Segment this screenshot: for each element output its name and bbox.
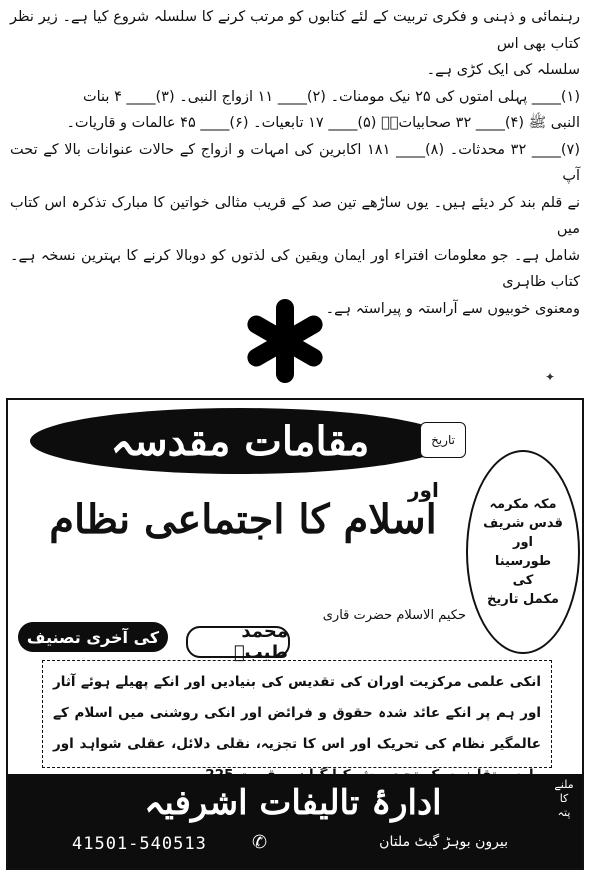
badge-line: طورسینا bbox=[494, 554, 552, 569]
phone-icon: ✆ bbox=[252, 832, 268, 853]
available-at-label: ملنے کا پتہ bbox=[554, 778, 574, 819]
review-line: ومعنوی خوبیوں سے آراستہ و پیراستہ ہے۔ bbox=[325, 300, 580, 317]
review-line: (۷)____ ۳۲ محدثات۔ (۸)____ ۱۸۱ اکابرین کی امہات و ازواج کے حالات عنوانات بالا کے تحت آپ bbox=[10, 141, 580, 184]
badge-line: اور bbox=[512, 535, 534, 550]
small-star-mark-icon: ✦ bbox=[545, 370, 556, 384]
last-work-label: کی آخری تصنیف bbox=[18, 622, 168, 652]
review-line: شامل ہے۔ جو معلومات افتراء اور ایمان ویقین کی لذتوں کو دوبالا کرنے کا بہترین نسخہ ہے۔ کتاب ظاہری bbox=[10, 247, 580, 290]
review-line: النبی ﷺ (۴)____ ۳۲ صحابیاتؓ۔ (۵)____ ۱۷ تابعیات۔ (۶)____ ۴۵ عالمات و قاریات۔ bbox=[66, 115, 580, 131]
history-tag: تاریخ bbox=[420, 422, 466, 458]
author-prefix: حکیم الاسلام حضرت قاری bbox=[322, 608, 466, 623]
badge-line: مکمل تاریخ bbox=[487, 592, 559, 607]
description-text: انکی علمی مرکزیت اوران کی تقدیس کی بنیادیں اور انکے پھیلے ہوئے آثار اور ہم پر انکے عائد شدہ حقوق و فرائض اور انکی روشنی میں اسلام کے عالمگیر نظام کی تحریک اور اس کا تجزیہ، نقلی دلائل، عقلی شواہد اور bbox=[53, 674, 541, 752]
badge-line: کی bbox=[512, 573, 534, 588]
history-badge bbox=[466, 450, 580, 654]
conjunction-text: اور bbox=[408, 478, 439, 502]
review-line: رہنمائی و ذہنی و فکری تربیت کے لئے کتابوں کو مرتب کرنے کا سلسلہ شروع کیا ہے۔ زیر نظر کتاب بھی اس bbox=[10, 9, 580, 52]
publisher-footer bbox=[8, 774, 582, 868]
phone-number: 41501-540513 bbox=[72, 834, 207, 854]
review-line: سلسلہ کی ایک کڑی ہے۔ bbox=[426, 62, 580, 78]
author-name: محمد طیبؒ bbox=[186, 626, 290, 658]
book-description bbox=[42, 660, 552, 768]
ad-subtitle: اسلام کا اجتماعی نظام bbox=[49, 496, 437, 543]
ad-title: مقامات مقدسہ bbox=[30, 408, 450, 474]
badge-line: قدس شریف bbox=[483, 516, 563, 531]
publisher-address: بیرون بوہڑ گیٹ ملتان bbox=[379, 834, 508, 850]
review-line: (۱)____ پہلی امتوں کی ۲۵ نیک مومنات۔ (۲)____ ۱۱ ازواج النبی۔ (۳)____ ۴ بنات bbox=[82, 88, 580, 105]
asterisk-separator-icon bbox=[240, 296, 330, 386]
badge-line: مکہ مکرمہ bbox=[489, 497, 557, 512]
book-advertisement bbox=[6, 398, 584, 870]
book-review bbox=[10, 4, 580, 322]
review-line: نے قلم بند کر دیئے ہیں۔ یوں ساڑھے تین صد کے قریب مثالی خواتین کا مبارک تذکرہ اس کتاب میں bbox=[10, 194, 580, 237]
publisher-name: ادارۂ تالیفات اشرفیہ bbox=[144, 783, 442, 823]
